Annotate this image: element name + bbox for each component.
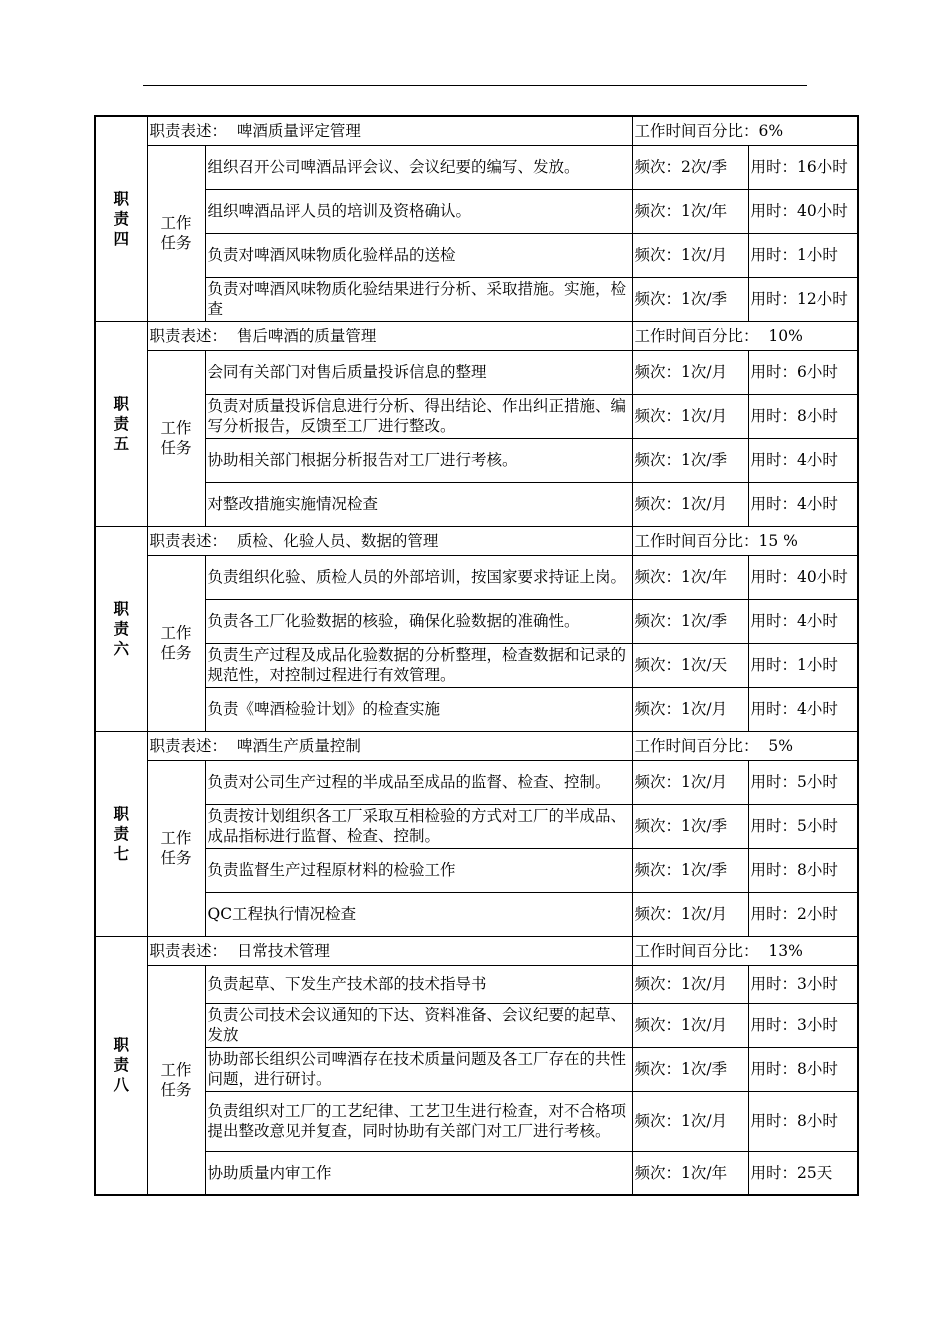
task-row: [95, 233, 858, 277]
task-text: 负责生产过程及成品化验数据的分析整理，检查数据和记录的规范性，对控制过程进行有效管理。: [205, 643, 632, 687]
task-duration: 用时：5小时: [748, 760, 858, 804]
task-label-text: 工作任务: [160, 1060, 192, 1099]
task-frequency: 频次：1次/季: [632, 1047, 748, 1091]
task-frequency: 频次：1次/年: [632, 189, 748, 233]
task-label-text: 工作任务: [160, 419, 192, 457]
duty-title-char: 职: [113, 1035, 129, 1055]
duty-title: [95, 731, 147, 936]
task-row: [95, 394, 858, 438]
duty-title-char: 责: [113, 823, 129, 843]
task-row: [95, 555, 858, 599]
duty-description: 职责表述： 啤酒生产质量控制: [147, 731, 632, 760]
task-text: 对整改措施实施情况检查: [205, 482, 632, 526]
duty-title-char: 职: [113, 803, 129, 823]
task-duration: 用时：1小时: [748, 233, 858, 277]
task-frequency: 频次：1次/季: [632, 599, 748, 643]
duty-desc-row: [95, 321, 858, 350]
task-frequency: 频次：1次/月: [632, 482, 748, 526]
duty-title-char: 四: [113, 228, 129, 248]
task-text: QC工程执行情况检查: [205, 892, 632, 936]
task-label: [147, 350, 205, 526]
task-row: [95, 687, 858, 731]
task-text: 组织召开公司啤酒品评会议、会议纪要的编写、发放。: [205, 145, 632, 189]
task-row: [95, 1047, 858, 1091]
task-duration: 用时：25天: [748, 1151, 858, 1195]
task-duration: 用时：3小时: [748, 965, 858, 1003]
task-text: 负责各工厂化验数据的核验，确保化验数据的准确性。: [205, 599, 632, 643]
task-duration: 用时：8小时: [748, 1091, 858, 1151]
duty-title-char: 责: [113, 618, 129, 638]
task-frequency: 频次：1次/月: [632, 233, 748, 277]
task-duration: 用时：40小时: [748, 555, 858, 599]
task-duration: 用时：3小时: [748, 1003, 858, 1047]
task-text: 负责组织对工厂的工艺纪律、工艺卫生进行检查，对不合格项提出整改意见并复查，同时协助有关部门对工厂进行考核。: [205, 1091, 632, 1151]
task-frequency: 频次：1次/月: [632, 394, 748, 438]
duty-title-char: 责: [113, 1055, 129, 1075]
duty-description: 职责表述： 质检、化验人员、数据的管理: [147, 526, 632, 555]
task-text: 协助部长组织公司啤酒存在技术质量问题及各工厂存在的共性问题，进行研讨。: [205, 1047, 632, 1091]
task-duration: 用时：40小时: [748, 189, 858, 233]
task-row: [95, 848, 858, 892]
task-row: [95, 1151, 858, 1195]
task-text: 负责对啤酒风味物质化验样品的送检: [205, 233, 632, 277]
duty-desc-row: [95, 116, 858, 145]
duty-title-char: 八: [113, 1075, 129, 1095]
task-text: 协助质量内审工作: [205, 1151, 632, 1195]
task-label: [147, 145, 205, 321]
task-text: 负责《啤酒检验计划》的检查实施: [205, 687, 632, 731]
task-frequency: 频次：1次/季: [632, 848, 748, 892]
task-row: [95, 1091, 858, 1151]
task-text: 会同有关部门对售后质量投诉信息的整理: [205, 350, 632, 394]
task-label-text: 工作任务: [160, 624, 192, 662]
work-time-percent: 工作时间百分比： 13%: [632, 936, 858, 965]
task-duration: 用时：4小时: [748, 438, 858, 482]
task-duration: 用时：6小时: [748, 350, 858, 394]
work-time-percent: 工作时间百分比： 5%: [632, 731, 858, 760]
task-frequency: 频次：1次/季: [632, 277, 748, 321]
task-label: [147, 965, 205, 1195]
task-text: 负责起草、下发生产技术部的技术指导书: [205, 965, 632, 1003]
task-duration: 用时：2小时: [748, 892, 858, 936]
duty-title-char: 责: [113, 208, 129, 228]
task-frequency: 频次：1次/年: [632, 1151, 748, 1195]
duty-description: 职责表述： 日常技术管理: [147, 936, 632, 965]
task-label-text: 工作任务: [160, 214, 192, 252]
task-frequency: 频次：1次/天: [632, 643, 748, 687]
duty-title-char: 七: [113, 843, 129, 863]
task-row: [95, 760, 858, 804]
duty-desc-row: [95, 731, 858, 760]
task-text: 负责按计划组织各工厂采取互相检验的方式对工厂的半成品、成品指标进行监督、检查、控制。: [205, 804, 632, 848]
task-label-text: 工作任务: [160, 829, 192, 867]
task-label: [147, 555, 205, 731]
task-frequency: 频次：1次/月: [632, 1003, 748, 1047]
task-text: 负责组织化验、质检人员的外部培训，按国家要求持证上岗。: [205, 555, 632, 599]
task-row: [95, 482, 858, 526]
task-duration: 用时：4小时: [748, 482, 858, 526]
work-time-percent: 工作时间百分比： 10%: [632, 321, 858, 350]
task-frequency: 频次：1次/月: [632, 350, 748, 394]
task-row: [95, 350, 858, 394]
duty-desc-row: [95, 936, 858, 965]
task-row: [95, 277, 858, 321]
task-row: [95, 1003, 858, 1047]
work-time-percent: 工作时间百分比：6%: [632, 116, 858, 145]
task-text: 负责公司技术会议通知的下达、资料准备、会议纪要的起草、发放: [205, 1003, 632, 1047]
task-frequency: 频次：1次/月: [632, 687, 748, 731]
duty-title-char: 责: [113, 413, 129, 433]
duty-title-char: 职: [113, 598, 129, 618]
task-frequency: 频次：1次/月: [632, 965, 748, 1003]
task-row: [95, 599, 858, 643]
duty-title-char: 五: [113, 433, 129, 453]
task-frequency: 频次：1次/季: [632, 804, 748, 848]
task-row: [95, 804, 858, 848]
duty-description: 职责表述： 售后啤酒的质量管理: [147, 321, 632, 350]
work-time-percent: 工作时间百分比：15 %: [632, 526, 858, 555]
task-text: 组织啤酒品评人员的培训及资格确认。: [205, 189, 632, 233]
duty-desc-row: [95, 526, 858, 555]
task-text: 协助相关部门根据分析报告对工厂进行考核。: [205, 438, 632, 482]
task-text: 负责对啤酒风味物质化验结果进行分析、采取措施。实施，检查: [205, 277, 632, 321]
duty-title-char: 职: [113, 393, 129, 413]
task-row: [95, 189, 858, 233]
duty-title-char: 职: [113, 188, 129, 208]
duty-title-char: 六: [113, 638, 129, 658]
task-frequency: 频次：2次/季: [632, 145, 748, 189]
duty-title: [95, 526, 147, 731]
task-frequency: 频次：1次/月: [632, 760, 748, 804]
task-frequency: 频次：1次/月: [632, 1091, 748, 1151]
duty-table: [94, 115, 859, 1196]
task-row: [95, 643, 858, 687]
task-duration: 用时：16小时: [748, 145, 858, 189]
task-duration: 用时：8小时: [748, 848, 858, 892]
task-duration: 用时：12小时: [748, 277, 858, 321]
task-row: [95, 892, 858, 936]
task-frequency: 频次：1次/年: [632, 555, 748, 599]
task-text: 负责监督生产过程原材料的检验工作: [205, 848, 632, 892]
task-frequency: 频次：1次/季: [632, 438, 748, 482]
task-duration: 用时：5小时: [748, 804, 858, 848]
duty-title: [95, 321, 147, 526]
task-frequency: 频次：1次/月: [632, 892, 748, 936]
task-text: 负责对公司生产过程的半成品至成品的监督、检查、控制。: [205, 760, 632, 804]
task-row: [95, 438, 858, 482]
task-label: [147, 760, 205, 936]
task-row: [95, 965, 858, 1003]
task-row: [95, 145, 858, 189]
task-text: 负责对质量投诉信息进行分析、得出结论、作出纠正措施、编写分析报告，反馈至工厂进行整改。: [205, 394, 632, 438]
task-duration: 用时：8小时: [748, 394, 858, 438]
header-rule: [143, 85, 807, 86]
duty-description: 职责表述： 啤酒质量评定管理: [147, 116, 632, 145]
task-duration: 用时：1小时: [748, 643, 858, 687]
duty-title: [95, 116, 147, 321]
task-duration: 用时：8小时: [748, 1047, 858, 1091]
duty-title: [95, 936, 147, 1195]
task-duration: 用时：4小时: [748, 687, 858, 731]
task-duration: 用时：4小时: [748, 599, 858, 643]
